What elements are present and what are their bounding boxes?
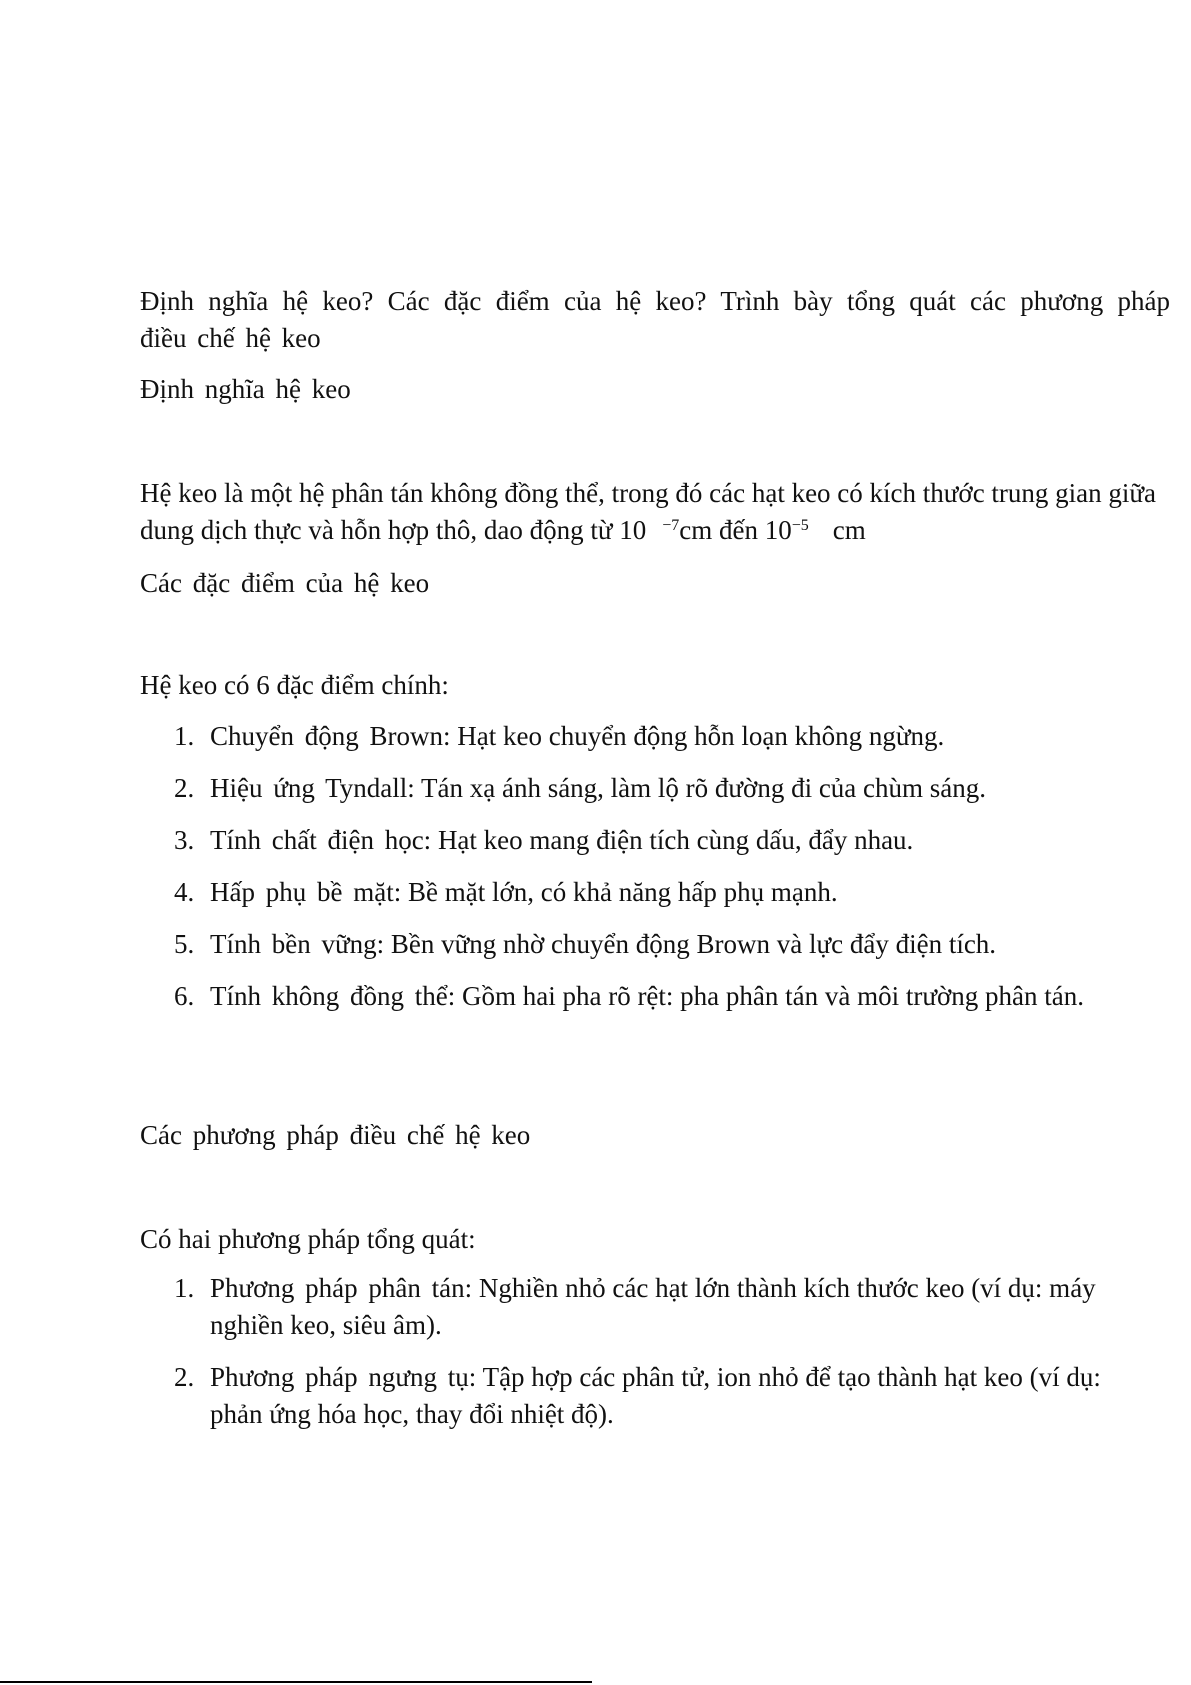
footnote-separator — [0, 1681, 592, 1683]
list-item — [140, 926, 1140, 963]
item-number: 6. — [174, 981, 195, 1011]
question-text: Định nghĩa hệ keo? Các đặc điểm của hệ keo? Trình bày tổng quát các phương pháp điều chế hệ keo — [140, 286, 1170, 353]
item-number: 3. — [174, 825, 195, 855]
item-desc: Tán xạ ánh sáng, làm lộ rõ đường đi của chùm sáng. — [414, 773, 987, 803]
item-number: 2. — [174, 1362, 195, 1392]
item-desc: Tập hợp các phân tử, ion nhỏ để tạo thành hạt keo (ví dụ: phản ứng hóa học, thay đổi nhiệt độ). — [210, 1362, 1101, 1429]
unit-end: cm — [832, 515, 866, 545]
exponent-high: −5 — [791, 517, 809, 534]
list-item — [140, 978, 1140, 1015]
item-number: 4. — [174, 877, 195, 907]
definition-heading: Định nghĩa hệ keo — [140, 374, 351, 404]
list-item — [140, 874, 1140, 911]
item-term: Tính không đồng thể: — [210, 981, 456, 1011]
list-item — [140, 1359, 1140, 1433]
item-number: 2. — [174, 773, 195, 803]
item-desc: Hạt keo mang điện tích cùng dấu, đẩy nhau. — [431, 825, 914, 855]
features-list — [140, 718, 1140, 1030]
base-high: 10 — [764, 515, 792, 545]
list-item — [140, 770, 1140, 807]
unit-mid: cm — [679, 515, 713, 545]
item-desc: Bền vững nhờ chuyển động Brown và lực đẩy điện tích. — [384, 929, 997, 959]
item-term: Tính bền vững: — [210, 929, 385, 959]
item-number: 1. — [174, 721, 195, 751]
item-desc: Gồm hai pha rõ rệt: pha phân tán và môi trường phân tán. — [455, 981, 1084, 1011]
list-item — [140, 718, 1140, 755]
word-to: đến — [719, 515, 759, 545]
item-number: 5. — [174, 929, 195, 959]
features-heading: Các đặc điểm của hệ keo — [140, 568, 430, 598]
methods-list — [140, 1270, 1140, 1448]
definition-paragraph — [140, 475, 1170, 549]
definition-text: Hệ keo là một hệ phân tán không đồng thể, trong đó các hạt keo có kích thước trung gian giữa dung dịch thực và hỗn hợp thô, dao động từ 10 — [140, 478, 1157, 545]
exponent-low: −7 — [662, 517, 680, 534]
item-desc: Hạt keo chuyển động hỗn loạn không ngừng. — [450, 721, 945, 751]
item-term: Phương pháp phân tán: — [210, 1273, 473, 1303]
methods-intro: Có hai phương pháp tổng quát: — [140, 1224, 476, 1254]
item-term: Hấp phụ bề mặt: — [210, 877, 402, 907]
item-term: Hiệu ứng Tyndall: — [210, 773, 415, 803]
item-term: Tính chất điện học: — [210, 825, 432, 855]
list-item — [140, 822, 1140, 859]
item-term: Phương pháp ngưng tụ: — [210, 1362, 477, 1392]
item-desc: Nghiền nhỏ các hạt lớn thành kích thước keo (ví dụ: máy nghiền keo, siêu âm). — [210, 1273, 1096, 1340]
item-desc: Bề mặt lớn, có khả năng hấp phụ mạnh. — [401, 877, 838, 907]
methods-heading: Các phương pháp điều chế hệ keo — [140, 1120, 531, 1150]
item-number: 1. — [174, 1273, 195, 1303]
list-item — [140, 1270, 1140, 1344]
features-intro: Hệ keo có 6 đặc điểm chính: — [140, 670, 449, 700]
item-term: Chuyển động Brown: — [210, 721, 451, 751]
